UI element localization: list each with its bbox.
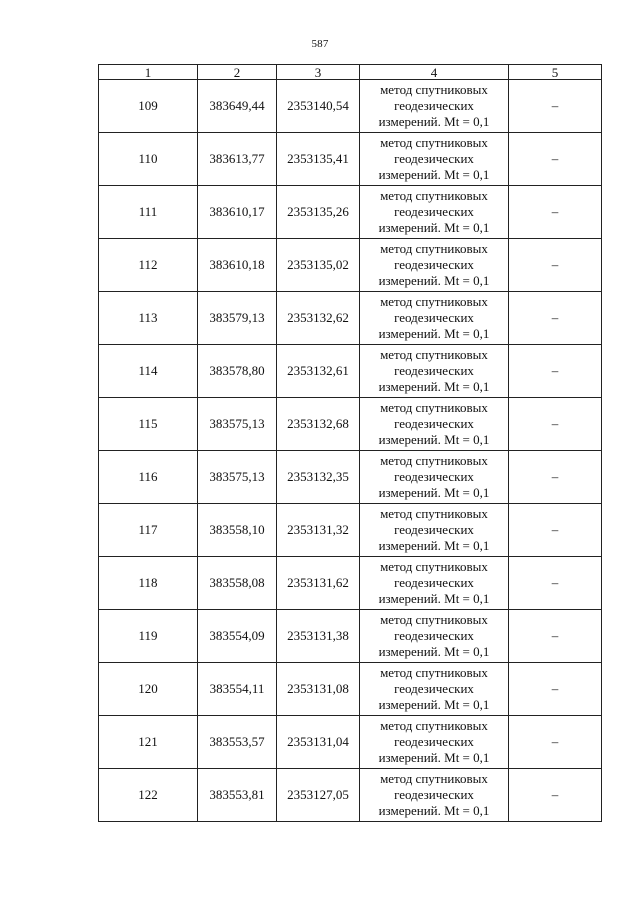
point-number-cell: 121 [99, 716, 198, 769]
method-line: измерений. Mt = 0,1 [378, 591, 490, 606]
method-cell [360, 292, 509, 345]
point-number-cell: 119 [99, 610, 198, 663]
point-number-cell: 122 [99, 769, 198, 822]
table-row [99, 610, 602, 663]
method-cell [360, 186, 509, 239]
method-cell [360, 504, 509, 557]
method-line: геодезических [394, 469, 474, 484]
header-col-3: 3 [277, 65, 360, 80]
method-line: измерений. Mt = 0,1 [378, 750, 490, 765]
method-line: метод спутниковых [380, 453, 488, 468]
method-cell [360, 451, 509, 504]
method-line: геодезических [394, 98, 474, 113]
x-coordinate-cell: 383610,17 [198, 186, 277, 239]
method-cell [360, 769, 509, 822]
table-row [99, 186, 602, 239]
description-cell: – [509, 557, 602, 610]
point-number-cell: 111 [99, 186, 198, 239]
header-col-2: 2 [198, 65, 277, 80]
method-line: измерений. Mt = 0,1 [378, 326, 490, 341]
point-number-cell: 112 [99, 239, 198, 292]
y-coordinate-cell: 2353131,04 [277, 716, 360, 769]
description-cell: – [509, 80, 602, 133]
x-coordinate-cell: 383613,77 [198, 133, 277, 186]
method-line: метод спутниковых [380, 718, 488, 733]
method-line: измерений. Mt = 0,1 [378, 167, 490, 182]
y-coordinate-cell: 2353135,02 [277, 239, 360, 292]
method-line: метод спутниковых [380, 241, 488, 256]
method-line: измерений. Mt = 0,1 [378, 379, 490, 394]
description-cell: – [509, 451, 602, 504]
point-number-cell: 113 [99, 292, 198, 345]
point-number-cell: 109 [99, 80, 198, 133]
method-line: метод спутниковых [380, 506, 488, 521]
method-cell [360, 610, 509, 663]
method-cell [360, 239, 509, 292]
table-row [99, 80, 602, 133]
table-row [99, 292, 602, 345]
method-line: геодезических [394, 204, 474, 219]
method-line: измерений. Mt = 0,1 [378, 485, 490, 500]
description-cell: – [509, 239, 602, 292]
method-line: метод спутниковых [380, 135, 488, 150]
point-number-cell: 118 [99, 557, 198, 610]
y-coordinate-cell: 2353131,38 [277, 610, 360, 663]
description-cell: – [509, 663, 602, 716]
method-cell [360, 345, 509, 398]
x-coordinate-cell: 383578,80 [198, 345, 277, 398]
table-row [99, 133, 602, 186]
method-line: геодезических [394, 787, 474, 802]
method-line: метод спутниковых [380, 188, 488, 203]
header-col-4: 4 [360, 65, 509, 80]
table-row [99, 716, 602, 769]
x-coordinate-cell: 383575,13 [198, 451, 277, 504]
method-line: геодезических [394, 151, 474, 166]
x-coordinate-cell: 383553,81 [198, 769, 277, 822]
method-line: геодезических [394, 628, 474, 643]
method-cell [360, 716, 509, 769]
coordinates-table [98, 64, 602, 822]
x-coordinate-cell: 383649,44 [198, 80, 277, 133]
point-number-cell: 115 [99, 398, 198, 451]
y-coordinate-cell: 2353131,08 [277, 663, 360, 716]
point-number-cell: 117 [99, 504, 198, 557]
method-line: метод спутниковых [380, 612, 488, 627]
table-row [99, 769, 602, 822]
method-line: измерений. Mt = 0,1 [378, 114, 490, 129]
y-coordinate-cell: 2353132,62 [277, 292, 360, 345]
table-body [99, 80, 602, 822]
header-row [99, 65, 602, 80]
method-line: геодезических [394, 363, 474, 378]
point-number-cell: 116 [99, 451, 198, 504]
table-row [99, 557, 602, 610]
method-cell [360, 398, 509, 451]
method-line: измерений. Mt = 0,1 [378, 538, 490, 553]
table-row [99, 663, 602, 716]
method-line: измерений. Mt = 0,1 [378, 220, 490, 235]
method-line: метод спутниковых [380, 665, 488, 680]
y-coordinate-cell: 2353140,54 [277, 80, 360, 133]
method-line: измерений. Mt = 0,1 [378, 803, 490, 818]
method-line: измерений. Mt = 0,1 [378, 432, 490, 447]
y-coordinate-cell: 2353131,32 [277, 504, 360, 557]
table-row [99, 451, 602, 504]
method-cell [360, 133, 509, 186]
method-line: метод спутниковых [380, 347, 488, 362]
method-line: измерений. Mt = 0,1 [378, 697, 490, 712]
method-line: геодезических [394, 575, 474, 590]
method-line: метод спутниковых [380, 400, 488, 415]
description-cell: – [509, 186, 602, 239]
method-cell [360, 80, 509, 133]
method-line: измерений. Mt = 0,1 [378, 644, 490, 659]
x-coordinate-cell: 383579,13 [198, 292, 277, 345]
header-col-1: 1 [99, 65, 198, 80]
method-line: метод спутниковых [380, 771, 488, 786]
description-cell: – [509, 398, 602, 451]
header-col-5: 5 [509, 65, 602, 80]
table-row [99, 398, 602, 451]
point-number-cell: 114 [99, 345, 198, 398]
table-row [99, 239, 602, 292]
method-line: метод спутниковых [380, 82, 488, 97]
method-line: геодезических [394, 257, 474, 272]
description-cell: – [509, 133, 602, 186]
method-cell [360, 663, 509, 716]
table-row [99, 504, 602, 557]
method-line: метод спутниковых [380, 294, 488, 309]
y-coordinate-cell: 2353127,05 [277, 769, 360, 822]
x-coordinate-cell: 383554,11 [198, 663, 277, 716]
y-coordinate-cell: 2353132,68 [277, 398, 360, 451]
x-coordinate-cell: 383553,57 [198, 716, 277, 769]
method-cell [360, 557, 509, 610]
y-coordinate-cell: 2353132,35 [277, 451, 360, 504]
y-coordinate-cell: 2353135,26 [277, 186, 360, 239]
description-cell: – [509, 292, 602, 345]
table-header [99, 65, 602, 80]
description-cell: – [509, 716, 602, 769]
method-line: геодезических [394, 416, 474, 431]
y-coordinate-cell: 2353135,41 [277, 133, 360, 186]
x-coordinate-cell: 383575,13 [198, 398, 277, 451]
description-cell: – [509, 345, 602, 398]
y-coordinate-cell: 2353132,61 [277, 345, 360, 398]
method-line: метод спутниковых [380, 559, 488, 574]
point-number-cell: 110 [99, 133, 198, 186]
method-line: геодезических [394, 310, 474, 325]
x-coordinate-cell: 383558,08 [198, 557, 277, 610]
method-line: геодезических [394, 522, 474, 537]
point-number-cell: 120 [99, 663, 198, 716]
method-line: измерений. Mt = 0,1 [378, 273, 490, 288]
description-cell: – [509, 610, 602, 663]
method-line: геодезических [394, 734, 474, 749]
x-coordinate-cell: 383558,10 [198, 504, 277, 557]
table-row [99, 345, 602, 398]
page-number: 587 [311, 38, 329, 50]
x-coordinate-cell: 383554,09 [198, 610, 277, 663]
description-cell: – [509, 769, 602, 822]
method-line: геодезических [394, 681, 474, 696]
y-coordinate-cell: 2353131,62 [277, 557, 360, 610]
description-cell: – [509, 504, 602, 557]
x-coordinate-cell: 383610,18 [198, 239, 277, 292]
